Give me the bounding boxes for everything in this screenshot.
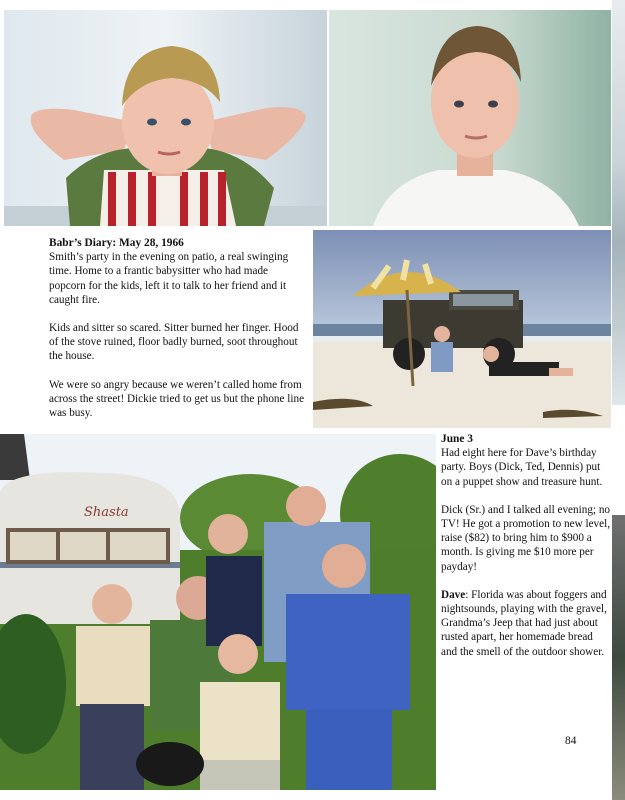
diary-entry-may-28 [49,236,307,434]
photo-family-trailer [0,434,436,790]
diary-heading: Babr’s Diary: May 28, 1966 [49,237,184,249]
diary-entry-june-3 [441,432,611,673]
trailer-logo-text: Shasta [84,505,129,520]
dave-paragraph [441,588,611,659]
photo-beach-jeep-umbrella [313,230,611,428]
page-number: 84 [565,735,577,747]
diary-paragraph: Kids and sitter so scared. Sitter burned her finger. Hood of the stove ruined, floor badly burned, soot throughout the house. [49,322,299,363]
diary-paragraph: We were so angry because we weren’t called home from across the street! Dickie tried to get us but the phone line was busy. [49,378,305,420]
adjacent-photo-edge-bottom [612,515,625,800]
dave-text: : Florida was about foggers and nightsounds, playing with the gravel, Grandma’s Jeep that had just about rusted apart, her homemade bread and the smell of the outdoor shower. [441,588,607,658]
photo-boy-hands-behind-head [4,10,327,226]
photo-boy-white-tshirt [329,10,611,226]
adjacent-photo-edge-top [612,0,625,405]
june-paragraph: Dick (Sr.) and I talked all evening; no TV! He got a promotion to new level, raise ($82) to bring him to $900 a month. Is giving me $10 more per payday! [441,503,611,573]
dave-label: Dave [441,588,466,601]
june-heading: June 3 [441,433,473,445]
june-paragraph: Had eight here for Dave’s birthday party. Boys (Dick, Ted, Dennis) put on a puppet show and treasure hunt. [441,447,603,488]
diary-paragraph: Smith’s party in the evening on patio, a real swinging time. Home to a frantic babysitter who had made popcorn for the kids, left it to talk to her friend and it caught fire. [49,251,289,306]
